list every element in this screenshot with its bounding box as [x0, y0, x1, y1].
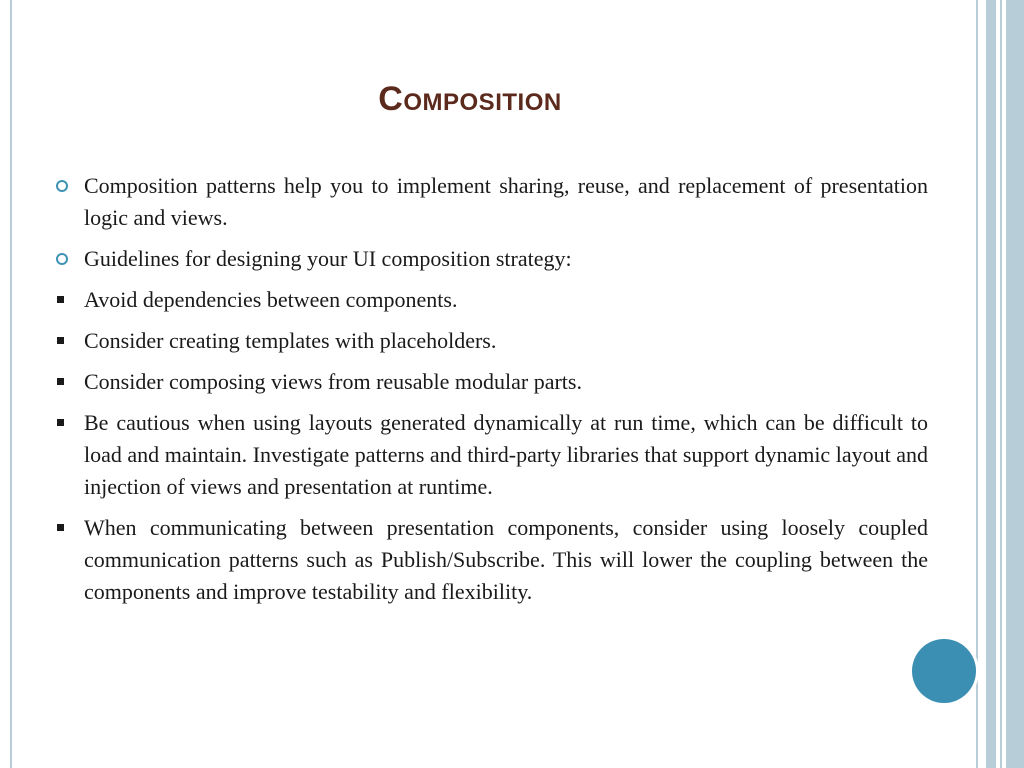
ring-bullet-icon: [54, 170, 74, 202]
slide-title: Composition: [378, 80, 562, 118]
list-item-text: Consider creating templates with placeholders.: [84, 328, 497, 353]
square-bullet-icon: [54, 325, 74, 357]
decorative-bar: [976, 0, 978, 768]
square-bullet-icon: [54, 366, 74, 398]
ring-bullet-icon: [54, 243, 74, 275]
decorative-bar: [1000, 0, 1002, 768]
decorative-bar: [986, 0, 996, 768]
list-item: [54, 243, 928, 275]
list-item-text: Composition patterns help you to implement sharing, reuse, and replacement of presentation logic and views.: [84, 173, 928, 230]
list-item-text: Be cautious when using layouts generated dynamically at run time, which can be difficult to load and maintain. Investigate patterns and third-party libraries that support dynamic layout and injection of views and presentation at runtime.: [84, 410, 928, 499]
decorative-bar: [1006, 0, 1024, 768]
list-item: [54, 512, 928, 608]
square-bullet-icon: [54, 512, 74, 544]
list-item: [54, 366, 928, 398]
list-item: [54, 170, 928, 234]
list-item: [54, 407, 928, 503]
square-bullet-icon: [54, 284, 74, 316]
list-item-text: Guidelines for designing your UI composition strategy:: [84, 246, 572, 271]
bullet-list: [54, 170, 928, 617]
square-bullet-icon: [54, 407, 74, 439]
list-item-text: Avoid dependencies between components.: [84, 287, 458, 312]
right-decorative-bars: [976, 0, 1024, 768]
list-item: [54, 325, 928, 357]
list-item-text: Consider composing views from reusable modular parts.: [84, 369, 582, 394]
list-item: [54, 284, 928, 316]
list-item-text: When communicating between presentation components, consider using loosely coupled communication patterns such as Publish/Subscribe. This will lower the coupling between the components and improve testability and flexibility.: [84, 515, 928, 604]
decorative-circle: [912, 639, 976, 703]
